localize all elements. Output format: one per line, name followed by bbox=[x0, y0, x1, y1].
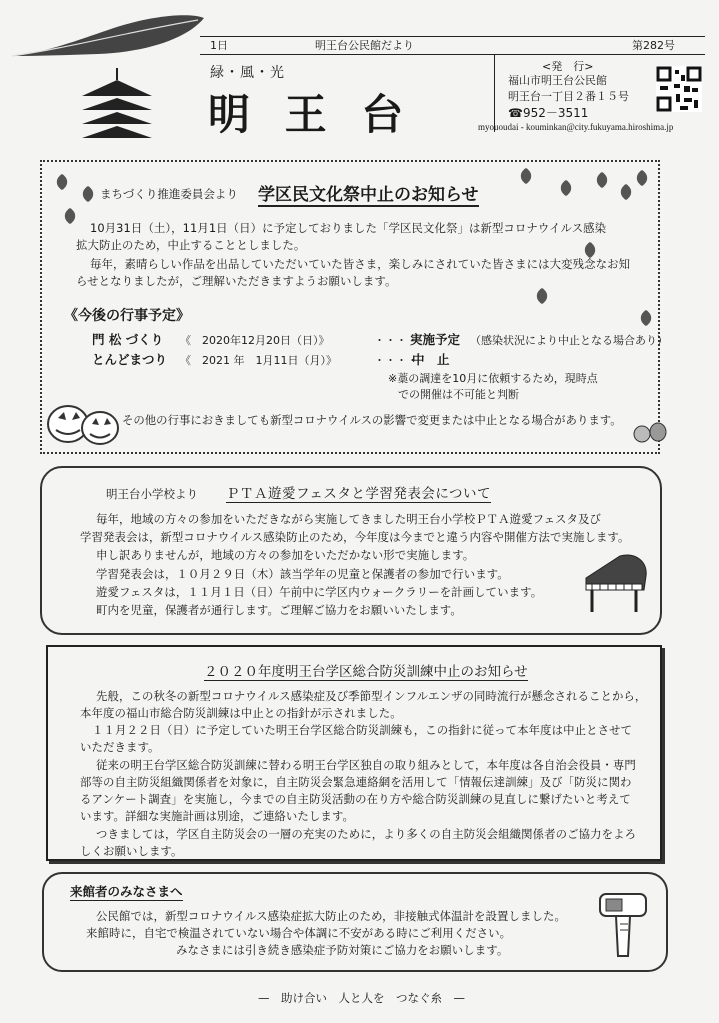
event-note: での開催は不可能と判断 bbox=[398, 388, 519, 401]
event-name: とんどまつり bbox=[92, 352, 168, 367]
footer-slogan: — 助け合い 人と人を つなぐ糸 — bbox=[258, 991, 465, 1005]
jack-o-lantern-icon bbox=[44, 398, 124, 448]
publisher-name: 福山市明王台公民館 bbox=[508, 74, 607, 87]
event-dots: ・・・・ bbox=[374, 334, 418, 347]
publisher-label: <発 行> bbox=[542, 60, 594, 73]
notice1-text: 拡大防止のため，中止することとしました。 bbox=[76, 238, 306, 252]
notice3-heading: ２０２０年度明王台学区総合防災訓練中止のお知らせ bbox=[204, 660, 528, 681]
piano-icon bbox=[580, 548, 652, 618]
notice3-text: １１月２２日（日）に予定していた明王台学区総合防災訓練も，この指針に従って本年度は中止とさせて bbox=[92, 723, 633, 737]
event-dots: ・・・・ bbox=[374, 354, 418, 367]
notice2-text: 毎年，地域の方々の参加をいただきながら実施してきました明王台小学校ＰＴＡ遊愛フェスタ及び bbox=[96, 512, 602, 526]
notice3-text: 部等の自主防災組織関係者を対象に，自主防災会緊急連絡網を活用して「情報伝達訓練」及び「防災に関わ bbox=[80, 775, 632, 789]
phone: ☎952－3511 bbox=[508, 106, 589, 120]
page-number: 1日 bbox=[210, 39, 228, 52]
event-date: 《 2020年12月20日（日）》 bbox=[180, 334, 330, 347]
page-title: 明 王 台 bbox=[208, 90, 414, 139]
notice4-text: 来館時に，自宅で検温されていない場合や体調に不安がある時にご利用ください。 bbox=[86, 926, 512, 940]
notice3-text: 先般，この秋冬の新型コロナウイルス感染症及び季節型インフルエンザの同時流行が懸念されることから， bbox=[96, 689, 647, 703]
notice1-text: らせとなりましたが，ご理解いただきますようお願いします。 bbox=[76, 274, 397, 288]
notice2-text: 学習発表会は，新型コロナウイルス感染防止のため，今年度は今までと違う内容や開催方法で実施します。 bbox=[80, 530, 630, 544]
notice3-text: 従来の明王台学区総合防災訓練に替わる明王台学区独自の取り組みとして，本年度は各自治会役員・専門 bbox=[96, 758, 636, 772]
newsletter-name: 明王台公民館だより bbox=[315, 39, 414, 52]
notice3-text: いただきます。 bbox=[80, 740, 160, 754]
event-name: 門 松 づくり bbox=[92, 332, 164, 347]
notice2-text: 町内を児童，保護者が通行します。ご理解ご協力をお願いいたします。 bbox=[96, 603, 462, 617]
qr-code bbox=[656, 66, 702, 112]
stacked-pagoda-logo bbox=[78, 68, 156, 140]
address: 明王台一丁目２番１５号 bbox=[508, 90, 629, 103]
notice1-footer: その他の行事におきましても新型コロナウイルスの影響で変更または中止となる場合があります。 bbox=[122, 413, 622, 427]
notice1-text: 10月31日（土），11月1日（日）に予定しておりました「学区民文化祭」は新型コロナウイルス感染 bbox=[90, 221, 607, 235]
notice2-text: 遊愛フェスタは，１１月１日（日）午前中に学区内ウォークラリーを計画しています。 bbox=[96, 585, 543, 599]
notice4-text: みなさまには引き続き感染症予防対策にご協力をお願いします。 bbox=[176, 943, 509, 957]
notice2-from: 明王台小学校より bbox=[106, 487, 198, 501]
event-status: 中 止 bbox=[412, 352, 450, 367]
notice1-from: まちづくり推進委員会より bbox=[100, 187, 238, 201]
notice2-text: 申し訳ありませんが，地域の方々の参加をいただかない形で実施します。 bbox=[96, 548, 475, 562]
notice2-text: 学習発表会は，１０月２９日（木）該当学年の児童と保護者の参加で行います。 bbox=[96, 567, 509, 581]
notice4-heading: 来館者のみなさまへ bbox=[70, 884, 183, 899]
event-status: 実施予定 bbox=[410, 332, 461, 347]
event-note: （感染状況により中止となる場合あり） bbox=[470, 334, 668, 347]
notice3-text: るアンケート調査」を実施し，今までの自主防災活動の在り方や総合防災訓練の見直しに繋げたいと考えて bbox=[80, 792, 631, 806]
notice3-text: つきましては，学区自主防災会の一層の充実のために，より多くの自主防災会組織関係者のご協力をよろ bbox=[96, 827, 637, 841]
acorn-icon bbox=[632, 418, 668, 444]
motto: 緑・風・光 bbox=[210, 65, 285, 81]
issue-number: 第282号 bbox=[632, 39, 675, 52]
notice3-text: います。詳細な実施計画は別途，ご連絡いたします。 bbox=[80, 809, 354, 823]
notice4-text: 公民館では，新型コロナウイルス感染症拡大防止のため，非接触式体温計を設置しました。 bbox=[96, 909, 566, 923]
feather-logo bbox=[8, 8, 208, 62]
event-note: ※藁の調達を10月に依頼するため，現時点 bbox=[388, 372, 598, 385]
notice1-text: 毎年，素晴らしい作品を出品していただいていた皆さま，楽しみにされていた皆さまには大変残念なお知 bbox=[90, 257, 631, 271]
email: myououdai - kouminkan@city.fukuyama.hiroshima.jp bbox=[478, 122, 674, 132]
notice2-heading: ＰＴＡ遊愛フェスタと学習発表会について bbox=[226, 482, 491, 503]
notice1-heading: 学区民文化祭中止のお知らせ bbox=[258, 180, 479, 207]
schedule-heading: 《今後の行事予定》 bbox=[64, 308, 190, 324]
event-date: 《 2021 年 1月11日（月）》 bbox=[180, 354, 337, 367]
notice3-text: 本年度の福山市総合防災訓練は中止との指針が示されました。 bbox=[80, 706, 402, 720]
thermometer-gun-icon bbox=[594, 886, 652, 962]
header-divider bbox=[494, 54, 495, 132]
notice3-text: しくお願いします。 bbox=[80, 844, 183, 858]
